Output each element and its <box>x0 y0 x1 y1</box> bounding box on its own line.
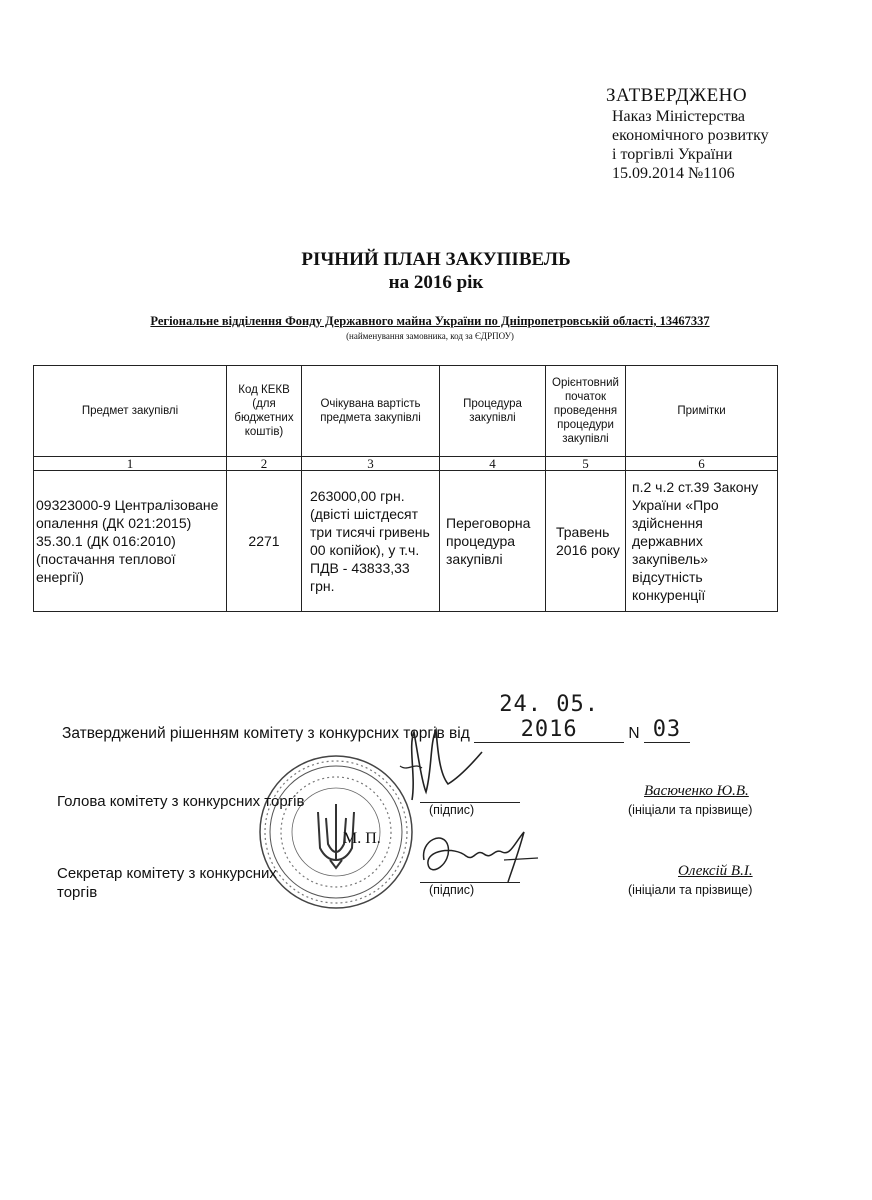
table-header-row <box>34 366 778 457</box>
cell-kekv: 2271 <box>227 471 302 612</box>
mp-label: М. П. <box>343 830 381 847</box>
column-number: 2 <box>227 457 302 471</box>
secretary-role-line-1: Секретар комітету з конкурсних <box>57 865 277 882</box>
document-title <box>0 248 872 294</box>
approval-number-field <box>644 717 690 743</box>
chair-signature <box>378 726 488 804</box>
committee-approval-line <box>62 692 690 743</box>
chair-role: Голова комітету з конкурсних торгів <box>57 793 305 810</box>
approved-heading: ЗАТВЕРДЖЕНО <box>606 85 748 106</box>
column-number: 5 <box>546 457 626 471</box>
approval-text: Затверджений рішенням комітету з конкурсних торгів від <box>62 725 470 742</box>
approval-date-field <box>474 692 624 743</box>
column-number-row <box>34 457 778 471</box>
column-number: 6 <box>626 457 778 471</box>
approval-number: 03 <box>652 717 682 742</box>
chair-initials-caption: (ініціали та прізвище) <box>628 803 753 817</box>
number-label: N <box>628 725 640 742</box>
header-subject: Предмет закупівлі <box>34 366 227 457</box>
title-line-1: РІЧНИЙ ПЛАН ЗАКУПІВЕЛЬ <box>301 249 571 270</box>
header-notes: Примітки <box>626 366 778 457</box>
title-line-2: на 2016 рік <box>388 272 484 293</box>
customer-name: Регіональне відділення Фонду Державного майна України по Дніпропетровській області, 13467337 <box>150 314 710 328</box>
approved-line-3: і торгівлі України <box>612 146 733 163</box>
secretary-signature-caption: (підпис) <box>429 883 475 897</box>
cell-value: 263000,00 грн. (двісті шістдесят три тисячі гривень 00 копійок), у т.ч. ПДВ - 43833,33 грн. <box>302 471 440 612</box>
secretary-signature <box>414 820 544 890</box>
approval-date: 24. 05. 2016 <box>499 692 599 742</box>
approval-block <box>606 86 769 183</box>
header-value: Очікувана вартість предмета закупівлі <box>302 366 440 457</box>
cell-procedure: Переговорна процедура закупівлі <box>440 471 546 612</box>
cell-subject: 09323000-9 Централізоване опалення (ДК 021:2015) 35.30.1 (ДК 016:2010) (постачання теплової енергії) <box>34 471 227 612</box>
secretary-role-line-2: торгів <box>57 884 98 901</box>
approved-line-4: 15.09.2014 №1106 <box>612 165 735 182</box>
table-row <box>34 471 778 612</box>
approved-line-1: Наказ Міністерства <box>612 108 746 125</box>
customer-note: (найменування замовника, код за ЄДРПОУ) <box>346 331 514 341</box>
header-start: Орієнтовний початок проведення процедури закупівлі <box>546 366 626 457</box>
procurement-table <box>33 365 778 612</box>
column-number: 3 <box>302 457 440 471</box>
cell-notes: п.2 ч.2 ст.39 Закону України «Про здійснення державних закупівель» відсутність конкуренції <box>626 471 778 612</box>
column-number: 4 <box>440 457 546 471</box>
column-number: 1 <box>34 457 227 471</box>
chair-name: Васюченко Ю.В. <box>644 783 749 799</box>
cell-start: Травень 2016 року <box>546 471 626 612</box>
chair-signature-caption: (підпис) <box>429 803 475 817</box>
header-procedure: Процедура закупівлі <box>440 366 546 457</box>
secretary-initials-caption: (ініціали та прізвище) <box>628 883 753 897</box>
secretary-name: Олексій В.І. <box>678 863 753 879</box>
header-kekv: Код КЕКВ (для бюджетних коштів) <box>227 366 302 457</box>
approved-line-2: економічного розвитку <box>612 127 769 144</box>
